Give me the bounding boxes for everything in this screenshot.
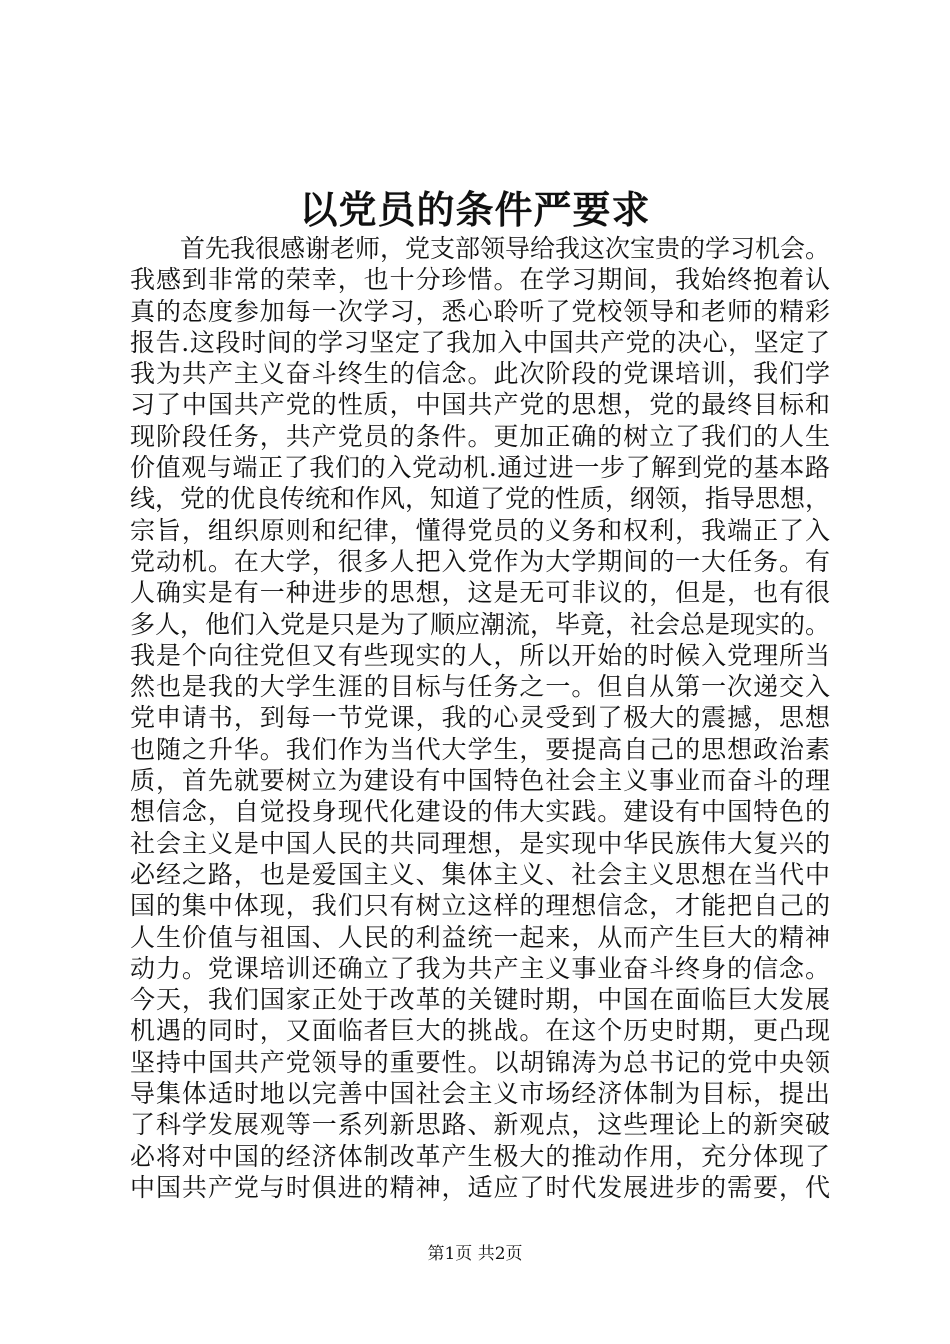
paragraph-line: 今天，我们国家正处于改革的关键时期，中国在面临巨大发展: [130, 985, 830, 1015]
paragraph-line: 价值观与端正了我们的入党动机.通过进一步了解到党的基本路: [130, 453, 830, 483]
document-body: [130, 233, 830, 1203]
paragraph-line: 中国共产党与时俱进的精神，适应了时代发展进步的需要，代: [130, 1172, 830, 1202]
paragraph-line: 报告.这段时间的学习坚定了我加入中国共产党的决心，坚定了: [130, 327, 830, 357]
paragraph-line: 我为共产主义奋斗终生的信念。此次阶段的党课培训，我们学: [130, 359, 830, 389]
document-title: 以党员的条件严要求: [299, 187, 651, 232]
paragraph-line: 也随之升华。我们作为当代大学生，要提高自己的思想政治素: [130, 734, 830, 764]
paragraph-line: 习了中国共产党的性质，中国共产党的思想，党的最终目标和: [130, 390, 830, 420]
paragraph-line: 必将对中国的经济体制改革产生极大的推动作用，充分体现了: [130, 1141, 830, 1171]
paragraph-line: 人确实是有一种进步的思想，这是无可非议的，但是，也有很: [130, 578, 830, 608]
paragraph-line: 机遇的同时，又面临者巨大的挑战。在这个历史时期，更凸现: [130, 1016, 830, 1046]
paragraph-line: 想信念，自觉投身现代化建设的伟大实践。建设有中国特色的: [130, 797, 830, 827]
paragraph-line: 党动机。在大学，很多人把入党作为大学期间的一大任务。有: [130, 546, 830, 576]
paragraph-line: 真的态度参加每一次学习，悉心聆听了党校领导和老师的精彩: [130, 296, 830, 326]
paragraph-line: 宗旨，组织原则和纪律，懂得党员的义务和权利，我端正了入: [130, 515, 830, 545]
paragraph-line: 质，首先就要树立为建设有中国特色社会主义事业而奋斗的理: [130, 766, 830, 796]
paragraph-line: 多人，他们入党是只是为了顺应潮流，毕竟，社会总是现实的。: [130, 609, 830, 639]
paragraph-line: 线，党的优良传统和作风，知道了党的性质，纲领，指导思想，: [130, 484, 830, 514]
paragraph-line: 我是个向往党但又有些现实的人，所以开始的时候入党理所当: [130, 640, 830, 670]
paragraph-line: 首先我很感谢老师，党支部领导给我这次宝贵的学习机会。: [180, 234, 830, 263]
paragraph-line: 必经之路，也是爱国主义、集体主义、社会主义思想在当代中: [130, 859, 830, 889]
paragraph-line: 了科学发展观等一系列新思路、新观点，这些理论上的新突破: [130, 1110, 830, 1140]
paragraph-line: 党申请书，到每一节党课，我的心灵受到了极大的震撼，思想: [130, 703, 830, 733]
paragraph-line: 人生价值与祖国、人民的利益统一起来，从而产生巨大的精神: [130, 922, 830, 952]
paragraph-line: 社会主义是中国人民的共同理想，是实现中华民族伟大复兴的: [130, 828, 830, 858]
paragraph-line: 然也是我的大学生涯的目标与任务之一。但自从第一次递交入: [130, 672, 830, 702]
paragraph-line: 我感到非常的荣幸，也十分珍惜。在学习期间，我始终抱着认: [130, 265, 830, 295]
paragraph-line: 国的集中体现，我们只有树立这样的理想信念，才能把自己的: [130, 891, 830, 921]
page-footer: 第1页 共2页: [427, 1244, 523, 1264]
paragraph-line: 坚持中国共产党领导的重要性。以胡锦涛为总书记的党中央领: [130, 1047, 830, 1077]
paragraph-line: 现阶段任务，共产党员的条件。更加正确的树立了我们的人生: [130, 421, 830, 451]
paragraph-line: 导集体适时地以完善中国社会主义市场经济体制为目标，提出: [130, 1079, 830, 1109]
paragraph-line: 动力。党课培训还确立了我为共产主义事业奋斗终身的信念。: [130, 953, 830, 983]
